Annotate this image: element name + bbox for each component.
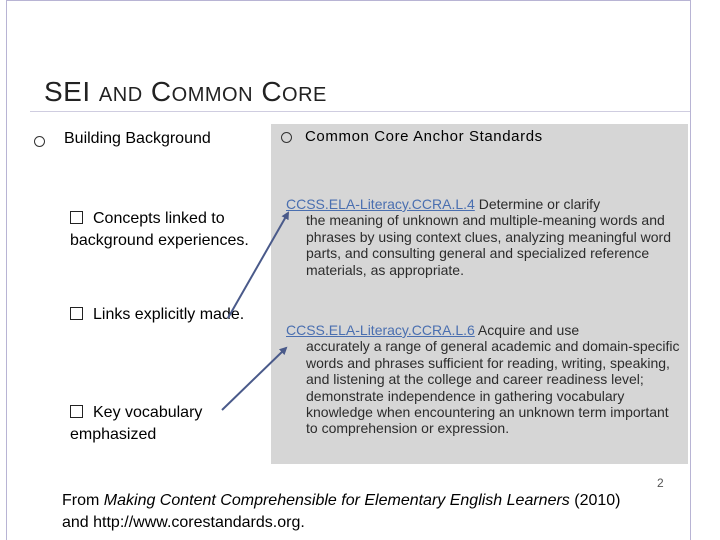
standard-text: Determine or clarify [474,196,601,212]
list-item-label: Concepts linked to background experiences. [70,210,249,249]
left-heading: Building Background [64,130,211,147]
standard-text: Acquire and use [474,322,580,338]
title-part: C [142,76,172,107]
citation [62,490,622,534]
right-heading: Common Core Anchor Standards [305,128,543,145]
title-part: SEI [44,76,91,107]
title-part: AND [98,84,143,106]
title-part: C [253,76,283,107]
arrow-concepts-to-l4 [228,213,288,318]
citation-book-title: Making Content Comprehensible for Elementary English Learners [103,492,570,509]
standard-text-body: accurately a range of general academic and domain-specific words and phrases sufficient for reading, writing, speaking, and listening at the college and career readiness level; demonstrate independence in gathering vocabulary knowledge when encountering an unknown term important to comprehension or expression. [306,338,680,437]
standard-code-link[interactable]: CCSS.ELA-Literacy.CCRA.L.4 [286,196,475,212]
citation-prefix: From [62,492,104,509]
arrow-vocab-to-l6 [222,348,286,410]
standard-code-link[interactable]: CCSS.ELA-Literacy.CCRA.L.6 [286,322,475,338]
page-number: 2 [657,476,664,490]
title-part: ORE [282,84,327,106]
list-item-label: Key vocabulary emphasized [70,404,203,443]
list-item-label: Links explicitly made. [93,306,245,323]
citation-suffix: (2010) and http://www.corestandards.org. [62,492,621,531]
standard-text-body: the meaning of unknown and multiple-meaning words and phrases by using context clues, analyzing meaningful word parts, and consulting general and specialized reference materials, as appropriate. [306,212,671,278]
title-part: OMMON [171,84,254,106]
